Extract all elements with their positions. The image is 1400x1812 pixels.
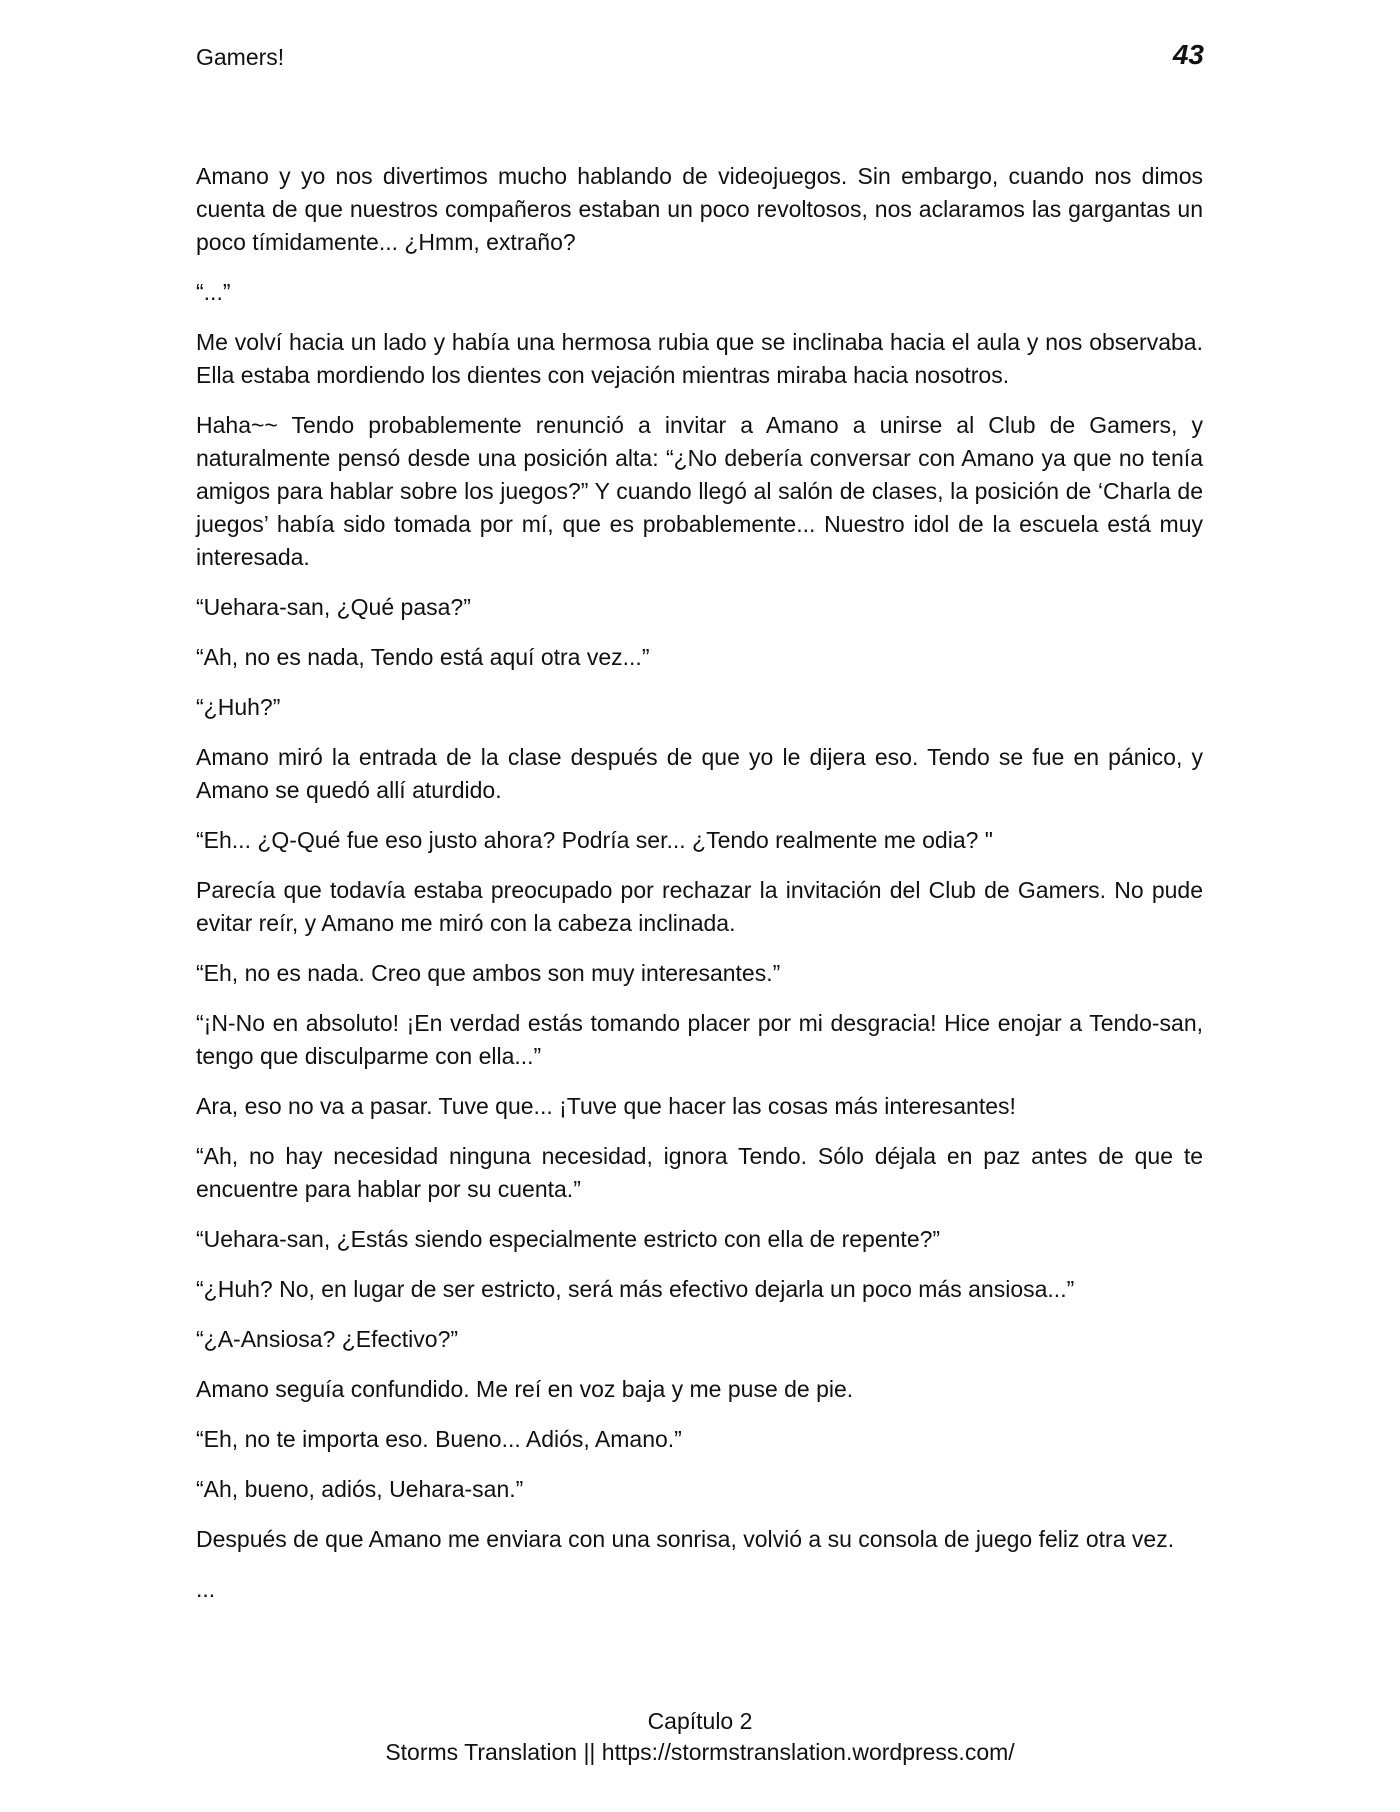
translation-credit: Storms Translation || https://stormstranslation.wordpress.com/ — [385, 1739, 1015, 1765]
paragraph: “¿Huh? No, en lugar de ser estricto, será más efectivo dejarla un poco más ansiosa...” — [196, 1276, 1075, 1302]
paragraph: Amano seguía confundido. Me reí en voz baja y me puse de pie. — [196, 1376, 854, 1402]
paragraph: Me volví hacia un lado y había una hermosa rubia que se inclinaba hacia el aula y nos observaba. Ella estaba mordiendo los dientes con vejación mientras miraba hacia nosotros. — [196, 329, 1203, 388]
paragraph: “Ah, no hay necesidad ninguna necesidad, ignora Tendo. Sólo déjala en paz antes de que te encuentre para hablar por su cuenta.” — [196, 1143, 1203, 1202]
paragraph: Amano miró la entrada de la clase después de que yo le dijera eso. Tendo se fue en pánico, y Amano se quedó allí aturdido. — [196, 744, 1203, 803]
paragraph: Después de que Amano me enviara con una sonrisa, volvió a su consola de juego feliz otra vez. — [196, 1526, 1175, 1552]
paragraph: Haha~~ Tendo probablemente renunció a invitar a Amano a unirse al Club de Gamers, y naturalmente pensó desde una posición alta: “¿No debería conversar con Amano ya que no tenía amigos para hablar sobre los juegos?” Y cuando llegó al salón de clases, la posición de ‘Charla de juegos’ había sido tomada por mí, que es probablemente... Nuestro idol de la escuela está muy interesada. — [196, 412, 1203, 570]
paragraph: “Eh... ¿Q-Qué fue eso justo ahora? Podría ser... ¿Tendo realmente me odia? " — [196, 827, 993, 853]
page-body — [196, 160, 1203, 1623]
paragraph: “Eh, no es nada. Creo que ambos son muy interesantes.” — [196, 960, 781, 986]
chapter-label: Capítulo 2 — [647, 1708, 753, 1734]
paragraph: “Uehara-san, ¿Estás siendo especialmente estricto con ella de repente?” — [196, 1226, 941, 1252]
page-header — [196, 38, 1204, 78]
paragraph: “¡N-No en absoluto! ¡En verdad estás tomando placer por mi desgracia! Hice enojar a Tendo-san, tengo que disculparme con ella...” — [196, 1010, 1203, 1069]
paragraph: “Ah, bueno, adiós, Uehara-san.” — [196, 1476, 524, 1502]
paragraph: “¿A-Ansiosa? ¿Efectivo?” — [196, 1326, 459, 1352]
paragraph: “Ah, no es nada, Tendo está aquí otra vez...” — [196, 644, 650, 670]
page-number: 43 — [1172, 39, 1204, 70]
book-title: Gamers! — [196, 44, 285, 70]
paragraph: Parecía que todavía estaba preocupado por rechazar la invitación del Club de Gamers. No pude evitar reír, y Amano me miró con la cabeza inclinada. — [196, 877, 1203, 936]
paragraph: ... — [196, 1576, 216, 1602]
paragraph: “...” — [196, 279, 231, 305]
page-footer — [0, 1706, 1400, 1768]
paragraph: “¿Huh?” — [196, 694, 281, 720]
paragraph: “Eh, no te importa eso. Bueno... Adiós, Amano.” — [196, 1426, 682, 1452]
paragraph: “Uehara-san, ¿Qué pasa?” — [196, 594, 471, 620]
paragraph: Ara, eso no va a pasar. Tuve que... ¡Tuve que hacer las cosas más interesantes! — [196, 1093, 1016, 1119]
paragraph: Amano y yo nos divertimos mucho hablando de videojuegos. Sin embargo, cuando nos dimos cuenta de que nuestros compañeros estaban un poco revoltosos, nos aclaramos las gargantas un poco tímidamente... ¿Hmm, extraño? — [196, 163, 1203, 255]
